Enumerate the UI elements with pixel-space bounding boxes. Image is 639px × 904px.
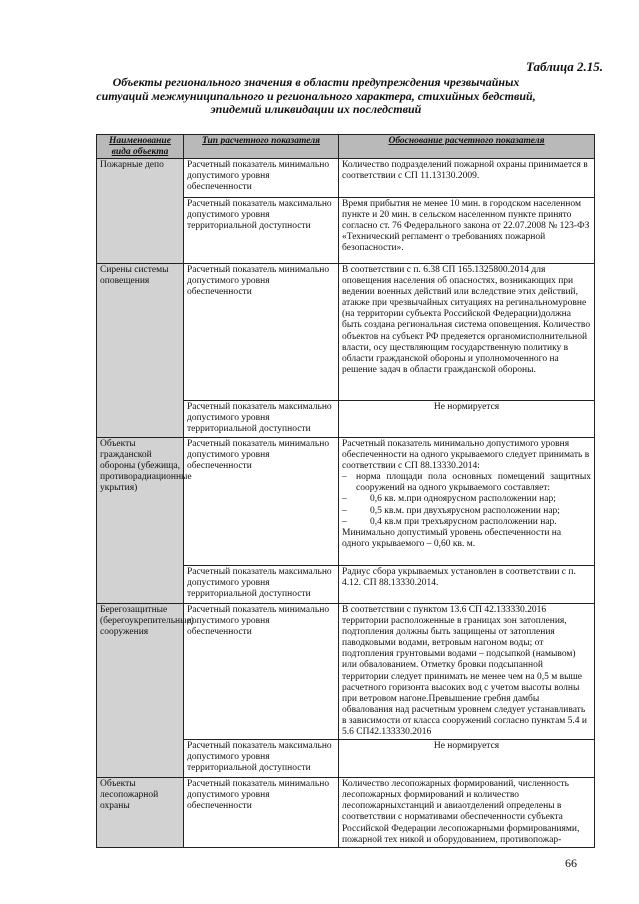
indicator-type: Расчетный показатель минимально допустимого уровня обеспеченности: [187, 439, 330, 472]
indicator-type: Расчетный показатель максимально допустимого уровня территориальной доступности: [187, 402, 332, 435]
indicator-type: Расчетный показатель минимально допустимого уровня обеспеченности: [187, 779, 330, 812]
object-name-cell: [97, 604, 194, 778]
indicator-type: Расчетный показатель минимально допустимого уровня обеспеченности: [187, 160, 330, 193]
basis-item: 0,6 кв. м.при одноярусном расположении нар;: [370, 494, 556, 505]
object-name-cell: [97, 438, 192, 604]
indicator-type: Расчетный показатель минимально допустимого уровня обеспеченности: [187, 605, 330, 638]
object-name: Объекты гражданской обороны (убежища, противорадиационные укрытия): [100, 439, 192, 494]
indicator-type-cell: [184, 778, 339, 848]
indicator-type-cell: [184, 604, 339, 740]
indicator-basis-cell: [339, 604, 595, 740]
indicator-basis-cell: [339, 159, 595, 198]
indicator-type: Расчетный показатель максимально допустимого уровня территориальной доступности: [187, 199, 332, 232]
indicator-type: Расчетный показатель минимально допустимого уровня обеспеченности: [187, 265, 330, 298]
object-name: Пожарные депо: [100, 160, 164, 170]
object-name: Сирены системы оповещения: [100, 265, 169, 287]
indicator-type-cell: [184, 198, 339, 264]
indicator-basis-cell: [339, 198, 595, 264]
table-row: [97, 159, 595, 198]
basis-outro: Минимально допустимый уровень обеспеченности на одного укрываемого – 0,60 кв. м.: [342, 527, 562, 549]
table-title: Объекты регионального значения в области предупреждения чрезвычайных ситуаций межмуниципального и регионального характера, стихийных бедствий, эпидемий иликвидации их последствий: [96, 75, 536, 116]
indicator-basis-cell: [339, 778, 595, 848]
indicator-type-cell: [184, 566, 339, 604]
indicator-basis: Время прибытия не менее 10 мин. в городском населенном пункте и 20 мин. в сельском населенном пункте принято согласно ст. 76 Федерального закона от 22.07.2008 № 123-ФЗ «Технический регламент о требованиях пожарной безопасности».: [342, 199, 590, 254]
indicator-basis-cell: [339, 566, 595, 604]
indicator-basis: Радиус сбора укрываемых установлен в соответствии с п. 4.12. СП 88.13330.2014.: [342, 567, 576, 589]
indicator-type-cell: [184, 740, 339, 778]
object-name: Берегозащитные (берегоукрепительные) сооружения: [100, 605, 194, 638]
indicator-type: Расчетный показатель максимально допустимого уровня территориальной доступности: [187, 567, 332, 600]
table-row: [97, 264, 595, 401]
object-name-cell: [97, 159, 184, 264]
indicator-basis: Не нормируется: [433, 741, 500, 752]
basis-item: норма площади пола основных помещений защитных сооружений на одного укрываемого составляет:: [356, 472, 591, 494]
table-row: [97, 438, 595, 566]
object-name-cell: [97, 264, 184, 438]
header-object-type: Наименование вида объекта: [97, 135, 184, 159]
table-row: [97, 604, 595, 740]
indicator-type-cell: [184, 401, 339, 438]
list-item: – 0,6 кв. м.при одноярусном расположении нар;: [342, 494, 591, 505]
list-item: – норма площади пола основных помещений защитных сооружений на одного укрываемого составляет:: [342, 472, 591, 494]
page-number: 66: [565, 856, 577, 870]
indicator-type-cell: [184, 264, 339, 401]
indicator-basis-cell: [339, 401, 595, 438]
basis-item: 0,4 кв.м при трехъярусном расположении нар.: [370, 516, 557, 527]
header-indicator-type: Тип расчетного показателя: [184, 135, 339, 159]
indicator-type-cell: [184, 438, 339, 566]
indicator-type: Расчетный показатель максимально допустимого уровня территориальной доступности: [187, 741, 332, 774]
basis-item: 0,5 кв.м. при двухъярусном расположении нар;: [370, 505, 560, 516]
table-number: Таблица 2.15.: [525, 59, 603, 74]
indicator-type-cell: [184, 159, 339, 198]
indicator-basis-cell: [339, 264, 595, 401]
indicator-basis: В соответствии с пунктом 13.6 СП 42.133330.2016 территории расположенные в границах зон затопления, подтопления должны быть защищены от затопления паводковыми водами, ветровым нагоном воды; от подтопления грунтовыми водами – подсыпкой (намывом) или обвалованием. Отметку бровки подсыпанной территории следует принимать не менее чем на 0,5 м выше расчетного горизонта высоких вод с учетом высоты волны при ветровом нагоне.Превышение гребня дамбы обвалования над расчетным уровнем следует устанавливать в зависимости от класса сооружений согласно пунктам 5.4 и 5.6 СП42.133330.2016: [342, 605, 588, 738]
header-indicator-basis: Обоснование расчетного показателя: [339, 135, 595, 159]
table-row: [97, 778, 595, 848]
indicator-basis-cell: [339, 740, 595, 778]
basis-intro: Расчетный показатель минимально допустимого уровня обеспеченности на одного укрываемого следует принимать в соответствии с СП 88.13330.2014:: [342, 439, 590, 472]
table-header-row: [97, 135, 595, 159]
indicator-basis-cell: [339, 438, 595, 566]
object-name-cell: [97, 778, 184, 848]
list-item: – 0,5 кв.м. при двухъярусном расположении нар;: [342, 506, 591, 517]
regulatory-table: [96, 134, 595, 848]
indicator-basis: В соответствии с п. 6.38 СП 165.1325800.2014 для оповещения населения об опасностях, возникающих при ведении военных действий или вследствие этих действий, атакже при чрезвычайных ситуациях на регинальномуровне (на территории субъекта Российской Федерации)должна быть создана региональная система оповещения. Количество объектов на субъект РФ предеяется органомисполнительной власти, осу ществляющим государственную политику в области гражданской обороны и уполномоченного на решение задач в области гражданской обороны.: [342, 265, 591, 375]
indicator-basis: Количество подразделений пожарной охраны принимается в соответствии с СП 11.13130.2009.: [342, 160, 588, 182]
object-name: Объекты лесопожарной охраны: [100, 779, 159, 812]
indicator-basis: Не нормируется: [433, 402, 500, 412]
indicator-basis: Количество лесопожарных формирований, численность лесопожарных формирований и количество лесопожарныхстанций и авиаотделений определены в соответствии с нормативами обеспеченности субъекта Российской Федерации лесопожарными формированиями, пожарной тех никой и оборудованием, противопожар-: [342, 779, 580, 845]
list-item: – 0,4 кв.м при трехъярусном расположении нар.: [342, 517, 591, 528]
